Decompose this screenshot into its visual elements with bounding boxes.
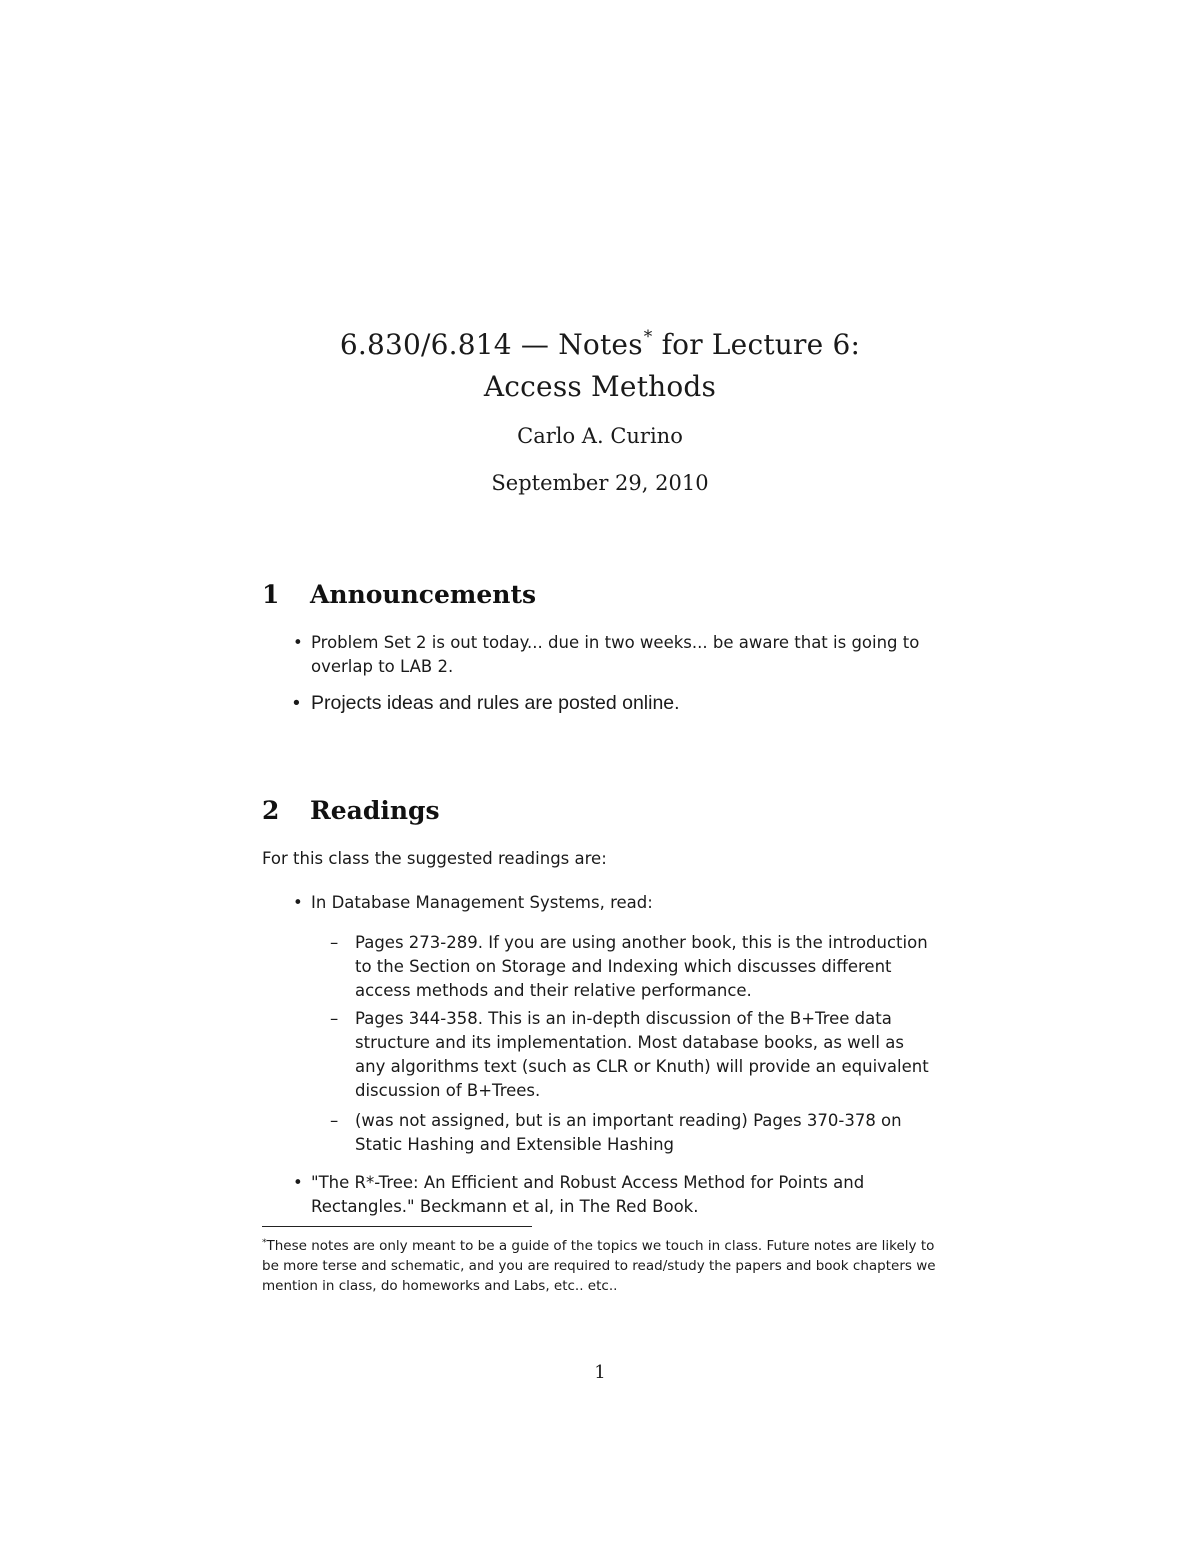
- title-line-1: [0, 316, 1200, 366]
- list-item: [293, 690, 936, 716]
- sub-list-item: [330, 931, 937, 1003]
- sub-list-item: [330, 1109, 937, 1157]
- title-line-2: Access Methods: [483, 370, 717, 403]
- section-intro: For this class the suggested readings are:: [262, 849, 607, 868]
- footnote-mark: *: [262, 1238, 267, 1248]
- title-text: 6.830/6.814 — Notes: [339, 328, 643, 361]
- bullet-icon: •: [293, 692, 300, 714]
- sub-list-item-text: (was not assigned, but is an important reading) Pages 370-378 on Static Hashing and Extensible Hashing: [355, 1111, 902, 1154]
- author: Carlo A. Curino: [517, 424, 683, 448]
- date: September 29, 2010: [491, 471, 709, 495]
- sub-list-item: [330, 1007, 937, 1103]
- list-item: [293, 631, 936, 679]
- list-item: [293, 1171, 936, 1219]
- title-text-suffix: for Lecture 6:: [652, 328, 861, 361]
- bullet-icon: •: [293, 893, 303, 912]
- dash-icon: –: [330, 1111, 339, 1130]
- section-heading-readings: [262, 796, 440, 825]
- sub-list-item-text: Pages 273-289. If you are using another book, this is the introduction to the Section on Storage and Indexing which discusses different access methods and their relative performance.: [355, 933, 928, 1000]
- list-item-text: "The R*-Tree: An Efficient and Robust Access Method for Points and Rectangles." Beckmann et al, in The Red Book.: [311, 1173, 865, 1216]
- footnote-text: These notes are only meant to be a guide of the topics we touch in class. Future notes are likely to be more terse and schematic, and you are required to read/study the papers and book chapters we mention in class, do homeworks and Labs, etc.. etc..: [262, 1238, 936, 1294]
- dash-icon: –: [330, 933, 339, 952]
- page-number: 1: [594, 1362, 606, 1383]
- bullet-icon: •: [293, 633, 303, 652]
- section-number: 2: [262, 796, 280, 825]
- title-block: [0, 316, 1200, 408]
- list-item-text: In Database Management Systems, read:: [311, 893, 653, 912]
- section-title: Readings: [310, 796, 440, 825]
- footnote-divider: [262, 1226, 532, 1227]
- bullet-icon: •: [293, 1173, 303, 1192]
- section-title: Announcements: [310, 580, 537, 609]
- dash-icon: –: [330, 1009, 339, 1028]
- section-number: 1: [262, 580, 280, 609]
- list-item: [293, 891, 936, 915]
- list-item-text: Problem Set 2 is out today... due in two weeks... be aware that is going to overlap to LAB 2.: [311, 633, 920, 676]
- sub-list-item-text: Pages 344-358. This is an in-depth discussion of the B+Tree data structure and its implementation. Most database books, as well as any algorithms text (such as CLR or Knuth) will provide an equivalent discussion of B+Trees.: [355, 1009, 929, 1100]
- section-heading-announcements: [262, 580, 536, 609]
- list-item-text: Projects ideas and rules are posted online.: [311, 692, 680, 714]
- title-footnote-mark: *: [643, 327, 653, 347]
- footnote: [262, 1233, 938, 1296]
